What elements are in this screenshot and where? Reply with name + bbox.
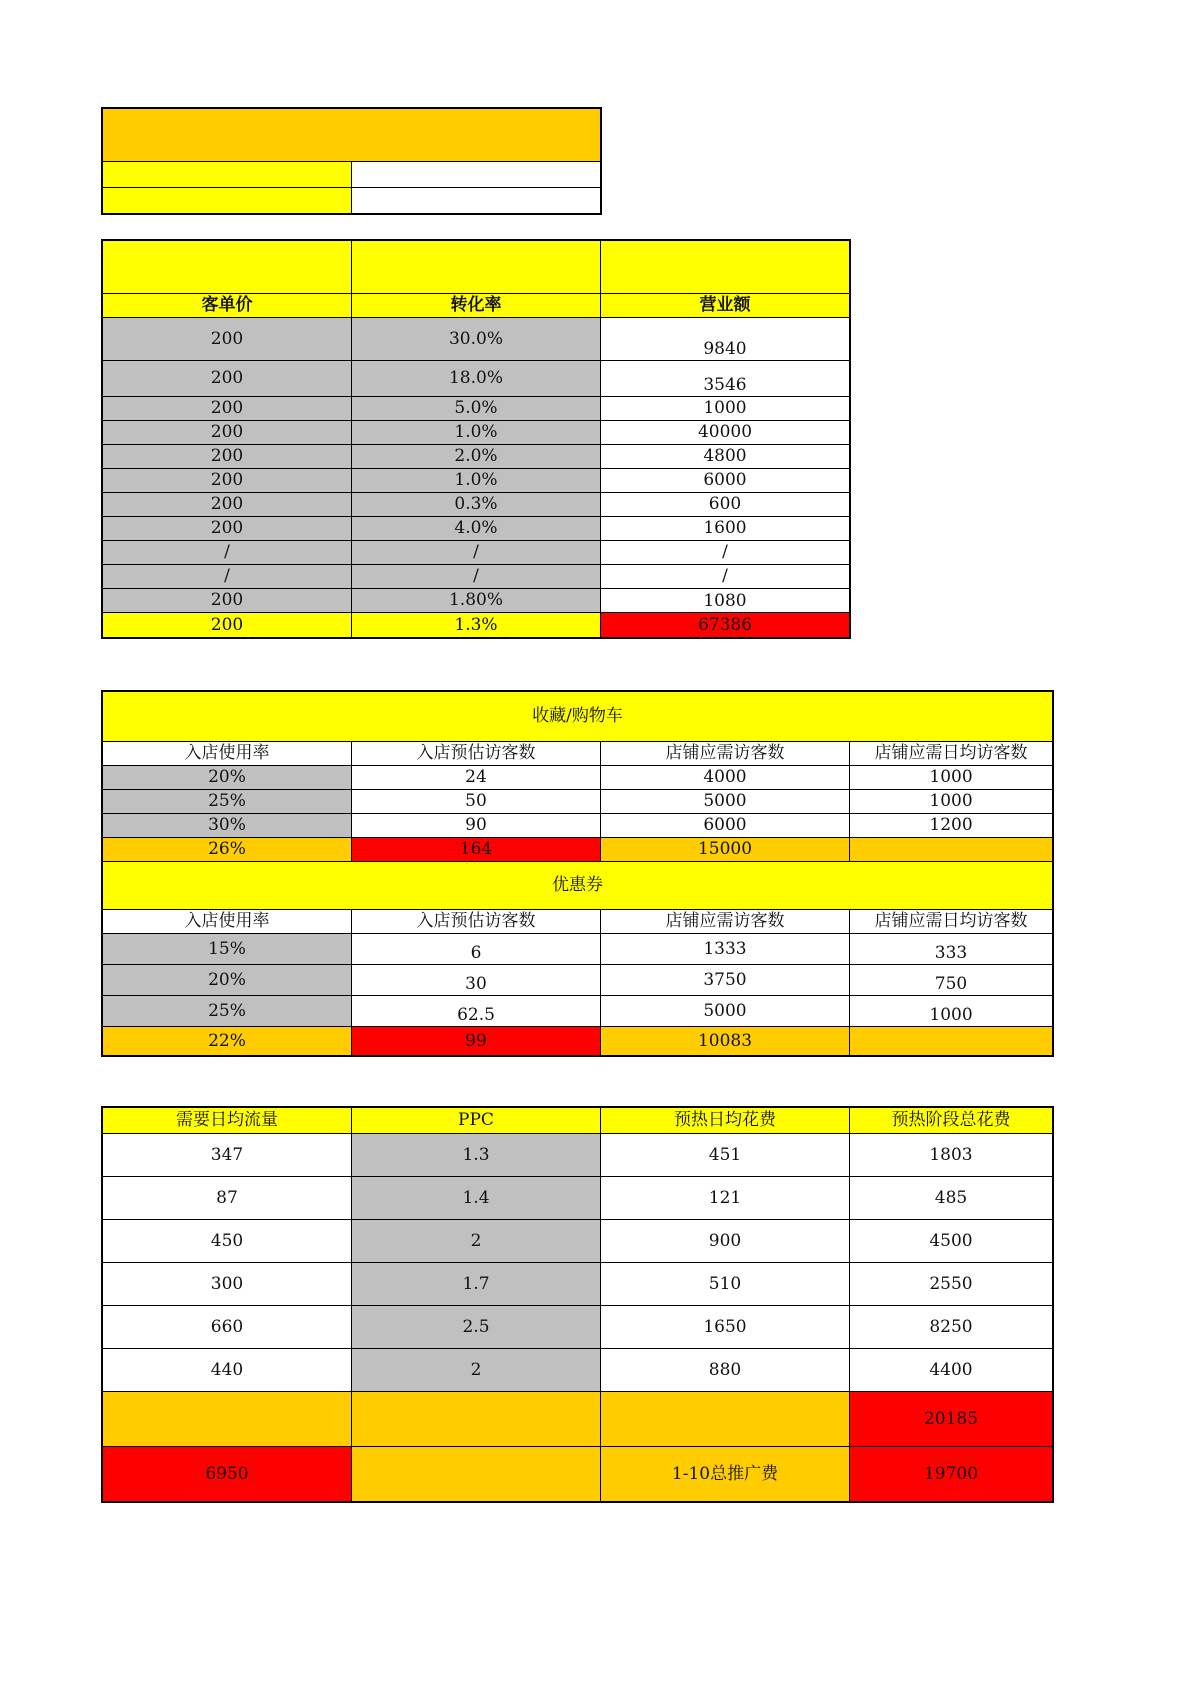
sales-cell[interactable]: 200 [103, 361, 352, 397]
sales-total-cell[interactable]: 1.3% [352, 613, 601, 638]
sales-cell[interactable]: 3546 [601, 361, 850, 397]
sales-cell[interactable]: 1.0% [352, 421, 601, 445]
traffic-subtotal-cell[interactable] [352, 1392, 601, 1447]
traffic-subtotal-total-cost[interactable]: 20185 [850, 1392, 1053, 1447]
sales-header-blank[interactable] [601, 241, 850, 294]
visitor-table [102, 691, 1053, 1056]
favorites-total-cell[interactable]: 15000 [601, 838, 850, 862]
favorites-cell[interactable]: 24 [352, 766, 601, 790]
favorites-cell[interactable]: 5000 [601, 790, 850, 814]
favorites-cell[interactable]: 25% [103, 790, 352, 814]
sales-cell[interactable]: 30.0% [352, 318, 601, 361]
traffic-cell[interactable]: 1.7 [352, 1263, 601, 1306]
traffic-cell[interactable]: 2.5 [352, 1306, 601, 1349]
favorites-cell[interactable]: 1000 [850, 790, 1053, 814]
coupon-total-visitors[interactable]: 99 [352, 1027, 601, 1056]
favorites-cell[interactable]: 50 [352, 790, 601, 814]
sales-cell[interactable]: 1600 [601, 517, 850, 541]
traffic-header[interactable]: PPC [352, 1108, 601, 1134]
coupon-header[interactable]: 店铺应需日均访客数 [850, 910, 1053, 934]
traffic-cell[interactable]: 900 [601, 1220, 850, 1263]
favorites-cell[interactable]: 6000 [601, 814, 850, 838]
traffic-cell[interactable]: 1.3 [352, 1134, 601, 1177]
traffic-header[interactable]: 预热阶段总花费 [850, 1108, 1053, 1134]
sales-cell[interactable]: / [601, 541, 850, 565]
traffic-cell[interactable]: 660 [103, 1306, 352, 1349]
favorites-header[interactable]: 店铺应需访客数 [601, 742, 850, 766]
sales-cell[interactable]: 1.0% [352, 469, 601, 493]
coupon-total-cell[interactable]: 22% [103, 1027, 352, 1056]
sales-header-unit-price[interactable]: 客单价 [103, 294, 352, 318]
sales-header-conversion-rate[interactable]: 转化率 [352, 294, 601, 318]
sales-cell[interactable]: 200 [103, 517, 352, 541]
favorites-total-cell[interactable]: 26% [103, 838, 352, 862]
coupon-section-title[interactable]: 优惠券 [103, 862, 1053, 910]
traffic-cell[interactable]: 2 [352, 1220, 601, 1263]
coupon-header[interactable]: 入店使用率 [103, 910, 352, 934]
sales-cell[interactable]: 6000 [601, 469, 850, 493]
sales-cell[interactable]: 18.0% [352, 361, 601, 397]
coupon-cell[interactable]: 5000 [601, 996, 850, 1027]
coupon-total-cell[interactable]: 10083 [601, 1027, 850, 1056]
favorites-cell[interactable]: 1200 [850, 814, 1053, 838]
sales-cell[interactable]: 9840 [601, 318, 850, 361]
sales-cell[interactable]: 40000 [601, 421, 850, 445]
traffic-cell[interactable]: 87 [103, 1177, 352, 1220]
favorites-section-title[interactable]: 收藏/购物车 [103, 692, 1053, 742]
sales-cell[interactable]: 1.80% [352, 589, 601, 613]
traffic-subtotal-cell[interactable] [601, 1392, 850, 1447]
traffic-header[interactable]: 预热日均花费 [601, 1108, 850, 1134]
traffic-cell[interactable]: 1803 [850, 1134, 1053, 1177]
sales-cell[interactable]: 0.3% [352, 493, 601, 517]
traffic-total-daily-traffic[interactable]: 6950 [103, 1447, 352, 1502]
sales-header-blank[interactable] [352, 241, 601, 294]
traffic-subtotal-cell[interactable] [103, 1392, 352, 1447]
coupon-cell[interactable]: 1333 [601, 934, 850, 965]
coupon-cell[interactable]: 15% [103, 934, 352, 965]
traffic-cell[interactable]: 1650 [601, 1306, 850, 1349]
sales-cell[interactable]: 1080 [601, 589, 850, 613]
sales-cell[interactable]: 200 [103, 421, 352, 445]
favorites-total-cell[interactable] [850, 838, 1053, 862]
favorites-header[interactable]: 入店使用率 [103, 742, 352, 766]
favorites-cell[interactable]: 30% [103, 814, 352, 838]
sales-cell[interactable]: 5.0% [352, 397, 601, 421]
sales-cell[interactable]: / [352, 541, 601, 565]
traffic-cell[interactable]: 510 [601, 1263, 850, 1306]
sales-table [102, 240, 850, 638]
traffic-cell[interactable]: 2550 [850, 1263, 1053, 1306]
coupon-header[interactable]: 入店预估访客数 [352, 910, 601, 934]
header-value-cell[interactable] [352, 188, 601, 214]
traffic-cell[interactable]: 440 [103, 1349, 352, 1392]
favorites-cell[interactable]: 1000 [850, 766, 1053, 790]
sales-cell[interactable]: 200 [103, 589, 352, 613]
sales-cell[interactable]: / [103, 565, 352, 589]
traffic-cell[interactable]: 1.4 [352, 1177, 601, 1220]
sales-cell[interactable]: 1000 [601, 397, 850, 421]
coupon-cell[interactable]: 25% [103, 996, 352, 1027]
sales-header-blank[interactable] [103, 241, 352, 294]
header-value-cell[interactable] [352, 162, 601, 188]
traffic-cell[interactable]: 347 [103, 1134, 352, 1177]
header-label-cell[interactable] [103, 188, 352, 214]
traffic-cell[interactable]: 450 [103, 1220, 352, 1263]
traffic-cell[interactable]: 451 [601, 1134, 850, 1177]
header-title[interactable] [103, 109, 601, 162]
coupon-cell[interactable]: 30 [352, 965, 601, 996]
sales-cell[interactable]: 200 [103, 493, 352, 517]
traffic-cell[interactable]: 485 [850, 1177, 1053, 1220]
coupon-cell[interactable]: 62.5 [352, 996, 601, 1027]
sales-cell[interactable]: 2.0% [352, 445, 601, 469]
traffic-cell[interactable]: 880 [601, 1349, 850, 1392]
sales-cell[interactable]: 200 [103, 318, 352, 361]
traffic-table [102, 1107, 1053, 1502]
coupon-cell[interactable]: 1000 [850, 996, 1053, 1027]
favorites-cell[interactable]: 4000 [601, 766, 850, 790]
traffic-total-promotion-fee[interactable]: 19700 [850, 1447, 1053, 1502]
header-label-cell[interactable] [103, 162, 352, 188]
traffic-cell[interactable]: 4500 [850, 1220, 1053, 1263]
coupon-header[interactable]: 店铺应需访客数 [601, 910, 850, 934]
sales-total-cell[interactable]: 200 [103, 613, 352, 638]
sales-cell[interactable]: 200 [103, 445, 352, 469]
sales-total-revenue[interactable]: 67386 [601, 613, 850, 638]
sales-cell[interactable]: 4800 [601, 445, 850, 469]
coupon-cell[interactable]: 20% [103, 965, 352, 996]
favorites-cell[interactable]: 20% [103, 766, 352, 790]
sales-header-revenue[interactable]: 营业额 [601, 294, 850, 318]
coupon-cell[interactable]: 750 [850, 965, 1053, 996]
favorites-header[interactable]: 入店预估访客数 [352, 742, 601, 766]
favorites-cell[interactable]: 90 [352, 814, 601, 838]
header-table [102, 108, 601, 214]
coupon-total-cell[interactable] [850, 1027, 1053, 1056]
sales-cell[interactable]: 4.0% [352, 517, 601, 541]
favorites-header[interactable]: 店铺应需日均访客数 [850, 742, 1053, 766]
sales-cell[interactable]: / [601, 565, 850, 589]
traffic-total-label[interactable]: 1-10总推广费 [601, 1447, 850, 1502]
sales-cell[interactable]: / [103, 541, 352, 565]
sales-cell[interactable]: 200 [103, 469, 352, 493]
sales-cell[interactable]: 200 [103, 397, 352, 421]
traffic-cell[interactable]: 2 [352, 1349, 601, 1392]
sales-cell[interactable]: 600 [601, 493, 850, 517]
coupon-cell[interactable]: 333 [850, 934, 1053, 965]
traffic-cell[interactable]: 300 [103, 1263, 352, 1306]
traffic-cell[interactable]: 121 [601, 1177, 850, 1220]
sales-cell[interactable]: / [352, 565, 601, 589]
coupon-cell[interactable]: 6 [352, 934, 601, 965]
traffic-cell[interactable]: 8250 [850, 1306, 1053, 1349]
traffic-header[interactable]: 需要日均流量 [103, 1108, 352, 1134]
traffic-total-cell[interactable] [352, 1447, 601, 1502]
coupon-cell[interactable]: 3750 [601, 965, 850, 996]
favorites-total-visitors[interactable]: 164 [352, 838, 601, 862]
traffic-cell[interactable]: 4400 [850, 1349, 1053, 1392]
